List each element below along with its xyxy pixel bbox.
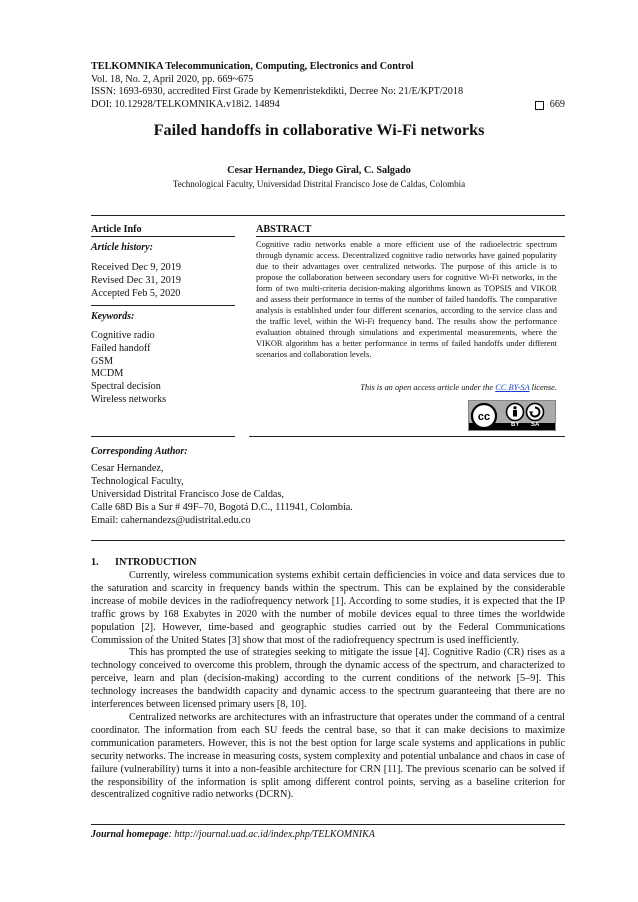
paragraph: Centralized networks are architectures with an infrastructure that operates under the command of a central coordinator. The information from each SU feeds the central base, so that it can make decisions to maximize communication parameters. However, this is not the best option for large scale systems and applications in public security networks. The increase in measuring costs, system complexity and potential unbalance and chaos in case of failure (vulnerability) turns it into a non-feasible architecture for CRN [11]. The previous scenario can be solved if the responsibility of the information is split among different control points, serving as a baseline criterion for descentralized cognitive radio networks (DCRN). — [91, 711, 565, 801]
divider-top — [91, 215, 565, 216]
article-info-heading: Article Info — [91, 224, 142, 235]
divider-abstract-bottom — [249, 436, 565, 437]
divider-abstract — [256, 236, 565, 237]
corresponding-details — [91, 463, 353, 528]
keyword: Wireless networks — [91, 393, 167, 405]
keyword: Spectral decision — [91, 381, 161, 393]
journal-header — [91, 61, 565, 111]
history-revised: Revised Dec 31, 2019 — [91, 274, 181, 286]
cc-by-sa-badge[interactable] — [468, 400, 556, 431]
homepage-url[interactable]: : http://journal.uad.ac.id/index.php/TELKOMNIKA — [168, 829, 375, 840]
divider-info-bottom — [91, 436, 235, 437]
keyword: GSM — [91, 355, 114, 367]
paper-title: Failed handoffs in collaborative Wi-Fi networks — [153, 121, 485, 139]
keywords-heading: Keywords: — [91, 311, 135, 322]
doi: DOI: 10.12928/TELKOMNIKA.v18i2. 14894 — [91, 98, 280, 110]
corresponding-university: Universidad Distrital Francisco Jose de Caldas, — [91, 488, 284, 500]
corresponding-address: Calle 68D Bis a Sur # 49F–70, Bogotá D.C., 111941, Colombia. — [91, 501, 353, 513]
license-prefix: This is an open access article under the — [360, 383, 496, 392]
divider-keywords — [91, 305, 235, 306]
corresponding-heading: Corresponding Author: — [91, 446, 188, 457]
journal-homepage — [91, 829, 375, 840]
volume-info: Vol. 18, No. 2, April 2020, pp. 669~675 — [91, 73, 254, 85]
section-number: 1. — [91, 557, 99, 568]
journal-name: TELKOMNIKA Telecommunication, Computing, Electronics and Control — [91, 61, 414, 72]
corresponding-name: Cesar Hernandez, — [91, 463, 164, 474]
keyword-list — [91, 330, 166, 407]
issn-info: ISSN: 1693-6930, accredited First Grade by Kemenristekdikti, Decree No: 21/E/KPT/2018 — [91, 86, 464, 98]
keyword: Failed handoff — [91, 342, 151, 354]
affiliation: Technological Faculty, Universidad Distrital Francisco Jose de Caldas, Colombia — [172, 179, 466, 189]
paragraph: Currently, wireless communication systems exhibit certain defficiencies in voice and data services due to the saturation and scarcity in frequency bands within the spectrum. This can be explained by the considerable increase of mobile devices in the radiofrequency network [1]. According to some studies, it is expected that the IP traffic grows by 168 Exabytes in 2020 with the number of mobile devices equal to three times the worldwide population [2]. However, time-based and geographic studies carried out by the Federal Communications Commission of the United States [3] show that most of the radiofrequency spectrum is used inefficiently. — [91, 570, 565, 646]
page-number: 669 — [549, 98, 565, 110]
doi-row — [91, 99, 565, 112]
svg-text:cc: cc — [477, 411, 491, 423]
page-number-box — [535, 99, 565, 112]
cc-by-sa-link[interactable]: CC BY-SA — [495, 383, 530, 392]
badge-by: BY — [511, 422, 520, 428]
history-heading: Article history: — [91, 242, 153, 253]
keyword: MCDM — [91, 368, 124, 380]
history-accepted: Accepted Feb 5, 2020 — [91, 287, 181, 299]
section-title: INTRODUCTION — [115, 557, 197, 568]
paragraph: This has prompted the use of strategies seeking to mitigate the issue [4]. Cognitive Radio (CR) rises as a technology conceived to overcome this problem, through the dynamic access of the spectrum, and characterized to perceive, learn and plan (decision-making) according to the current conditions of the network [5–9]. This technology increases the bandwidth capacity and dynamic access to the spectrum guaranteeing that there are no interferences between licensed primary users [8, 10]. — [91, 647, 565, 711]
divider-corresponding — [91, 540, 565, 541]
keyword: Cognitive radio — [91, 330, 155, 341]
author-list: Cesar Hernandez, Diego Giral, C. Salgado — [227, 165, 411, 176]
abstract-text: Cognitive radio networks enable a more efficient use of the radioelectric spectrum through dynamic access. Decentralized cognitive radio networks have gained popularity due to their advantages over centralized networks. The purpose of this article is to propose the collaboration between secondary users for cognitive Wi-Fi networks, in the form of two multi-criteria decision-making algorithms known as TOPSIS and VIKOR and assess their performance in terms of the number of failed handoffs. The comparative analysis is established under four different scenarios, according to the service class and the traffic level, within the Wi-Fi frequency band. The results show the performance evaluation obtained through simulations and experimental measurements, where the VIKOR algorithm has a better performance in terms of failed handoffs under different scenarios and collaboration levels. — [256, 240, 557, 360]
license-suffix: license. — [529, 383, 557, 392]
corresponding-email: Email: cahernandezs@udistrital.edu.co — [91, 514, 251, 526]
license-line — [256, 383, 557, 392]
divider-info — [91, 236, 235, 237]
body-text — [91, 570, 565, 802]
corresponding-faculty: Technological Faculty, — [91, 475, 184, 487]
history-received: Received Dec 9, 2019 — [91, 262, 181, 273]
square-icon — [535, 101, 544, 110]
section-heading — [91, 557, 197, 568]
divider-footer — [91, 824, 565, 825]
history-list — [91, 262, 181, 300]
homepage-label: Journal homepage — [91, 829, 169, 840]
abstract-heading: ABSTRACT — [256, 224, 312, 235]
badge-sa: SA — [531, 422, 540, 428]
